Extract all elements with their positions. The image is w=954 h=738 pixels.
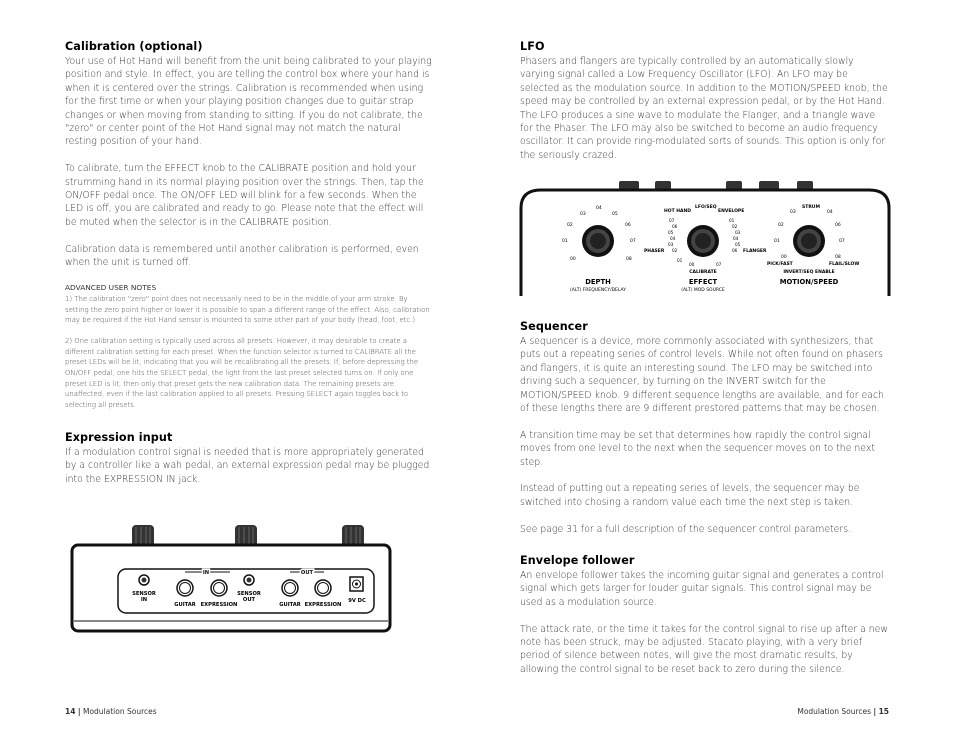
expression-out-label: EXPRESSION xyxy=(304,602,342,608)
calibration-paragraph-2: To calibrate, turn the EFFECT knob to the CALIBRATE position and hold your strumming hand in its normal playing position over the strings. Then, tap the ON/OFF pedal once. The ON/OFF LED will blink for a few seconds. When the LED is off, you are calibrated and ready to go. Please note that the effect will be muted when the selector is in the CALIBRATE position. xyxy=(65,163,424,228)
depth-tick-02: 02 xyxy=(567,223,573,228)
depth-tick-05: 05 xyxy=(612,212,618,217)
lfo-heading: LFO xyxy=(520,40,545,53)
svg-text:03: 03 xyxy=(790,210,796,215)
sensor-out-label: SENSOR xyxy=(237,591,261,597)
motion-flail-slow-label: FLAIL/SLOW xyxy=(829,262,860,267)
calibration-paragraph-1: Your use of Hot Hand will benefit from the unit being calibrated to your playing position and style. In effect, you are telling the control box where your hand is when it is centered over the strings. Calibration is recommended when using for the first time or when your playing position changes due to guitar strap changes or when moving from standing to sitting. If you do not calibrate, the "zero" or center point of the Hot Hand signal may not match the natural resting position of your hand. xyxy=(65,56,432,148)
depth-tick-04: 04 xyxy=(596,206,602,211)
depth-tick-08: 08 xyxy=(626,257,632,262)
svg-text:03: 03 xyxy=(735,230,741,235)
guitar-out-label: GUITAR xyxy=(279,602,301,608)
svg-text:07: 07 xyxy=(716,262,722,267)
calibration-paragraph-3: Calibration data is remembered until another calibration is performed, even when the unit is turned off. xyxy=(65,243,419,269)
sequencer-paragraph-2: A transition time may be set that determines how rapidly the control signal moves from one level to the next when the sequencer moves on to the next step. xyxy=(520,429,875,468)
expression-in-label: EXPRESSION xyxy=(200,602,238,608)
rear-panel-illustration xyxy=(70,525,394,633)
expression-heading: Expression input xyxy=(65,430,173,444)
depth-sub-label: (ALT) FREQUENCY/DELAY xyxy=(570,288,626,293)
svg-text:01: 01 xyxy=(729,218,735,223)
svg-text:05: 05 xyxy=(735,242,741,247)
front-panel-illustration xyxy=(519,178,891,296)
calibration-heading: Calibration (optional) xyxy=(65,40,203,53)
right-column-lower xyxy=(520,320,888,676)
left-column xyxy=(65,40,433,486)
effect-calibrate-label: CALIBRATE xyxy=(689,270,717,275)
advanced-note-1: 1) The calibration "zero" point does not necessarily need to be in the middle of your arm stroke. By setting the zero point higher or lower it is possible to span a different range of the effect. Also, calibration may be required if the Hot Hand sensor is mounted to some other part of your body (head, foot, etc.) xyxy=(65,294,430,325)
motion-pick-fast-label: PICK/FAST xyxy=(767,262,793,267)
advanced-notes-title: ADVANCED USER NOTES xyxy=(65,282,157,292)
effect-flanger-label: FLANGER xyxy=(743,249,767,254)
effect-envelope-label: ENVELOPE xyxy=(718,209,745,214)
effect-sub-label: (ALT) MOD SOURCE xyxy=(681,288,725,293)
svg-text:04: 04 xyxy=(827,210,833,215)
right-footer: Modulation Sources | 15 xyxy=(797,707,889,716)
svg-text:06: 06 xyxy=(672,224,678,229)
effect-hot-hand-label: HOT HAND xyxy=(664,209,691,214)
svg-text:07: 07 xyxy=(669,218,675,223)
svg-text:03: 03 xyxy=(668,242,674,247)
in-label: IN xyxy=(202,570,210,576)
envelope-paragraph-1: An envelope follower takes the incoming guitar signal and generates a control signal which gets larger for louder guitar signals. This control signal may be used as a modulation source. xyxy=(520,570,884,608)
lfo-paragraph: Phasers and flangers are typically controlled by an automatically slowly varying signal called a Low Frequency Oscillator (LFO). An LFO may be selected as the modulation source. In addition to the MOTION/SPEED knob, the speed may be controlled by an external expression pedal, or by the Hot Hand. The LFO produces a sine wave to modulate the Flanger, and a triangle wave for the Phaser. The LFO may also be switched to become an audio frequency oscillator. It can provide ring-modulated sorts of sounds. This option is only for the seriously crazed. xyxy=(520,56,888,161)
sequencer-paragraph-4: See page 31 for a full description of the sequencer control parameters. xyxy=(520,523,852,535)
svg-text:02: 02 xyxy=(778,223,784,228)
depth-tick-06: 06 xyxy=(625,223,631,228)
dc-label: 9V DC xyxy=(348,598,366,604)
guitar-in-label: GUITAR xyxy=(174,602,196,608)
svg-text:02: 02 xyxy=(672,248,678,253)
depth-tick-00: 00 xyxy=(570,257,576,262)
right-page-number: 15 xyxy=(878,707,889,716)
svg-text:02: 02 xyxy=(732,224,738,229)
depth-label: DEPTH xyxy=(585,278,611,286)
svg-text:01: 01 xyxy=(774,239,780,244)
motion-strum-label: STRUM xyxy=(802,205,820,210)
svg-text:06: 06 xyxy=(835,223,841,228)
sensor-in-label-2: IN xyxy=(140,597,148,603)
left-page-number: 14 xyxy=(65,707,76,716)
advanced-note-2: 2) One calibration setting is typically used across all presets. However, it may desirable to create a different calibration setting for each preset. When the function selector is turned to CALIBRATE all the preset LEDs will be lit, indicating that you will be recalibrating all the presets. If, before depressing the ON/OFF pedal, one hits the SELECT pedal, the light from the last preset selected turns on. If only one preset LED is lit, then only that preset gets the new calibration data. The remaining presets are unaffected, even if the last calibration applied to all presets. Pressing SELECT again toggles back to selecting all presets. xyxy=(65,336,419,410)
sensor-in-label: SENSOR xyxy=(132,591,156,597)
motion-label: MOTION/SPEED xyxy=(779,278,839,286)
out-label: OUT xyxy=(300,570,314,576)
envelope-heading: Envelope follower xyxy=(520,554,635,568)
envelope-paragraph-2: The attack rate, or the time it takes for the control signal to rise up after a new note has been struck, may be adjusted. Stacato playing, with a very brief period of silence between notes, will give the most dramatic results, by allowing the control signal to be reset back to zero during the silence. xyxy=(520,623,888,675)
svg-text:07: 07 xyxy=(839,239,845,244)
sensor-out-label-2: OUT xyxy=(242,597,256,603)
svg-text:08: 08 xyxy=(835,255,841,260)
svg-text:00: 00 xyxy=(689,262,695,267)
svg-text:04: 04 xyxy=(733,236,739,241)
expression-paragraph: If a modulation control signal is needed that is more appropriately generated by a controller like a wah pedal, an external expression pedal may be plugged into the EXPRESSION IN jack. xyxy=(65,446,430,485)
left-footer-section: Modulation Sources xyxy=(82,707,157,716)
depth-tick-03: 03 xyxy=(580,212,586,217)
depth-tick-01: 01 xyxy=(562,239,568,244)
effect-label: EFFECT xyxy=(688,278,718,286)
left-footer: 14 | Modulation Sources xyxy=(65,707,157,716)
sequencer-heading: Sequencer xyxy=(520,320,588,333)
sequencer-paragraph-1: A sequencer is a device, more commonly associated with synthesizers, that puts out a repeating series of control levels. While not often found on phasers and flangers, it is quite an interesting sound. The LFO may be switched into driving such a sequencer, by turning on the INVERT switch for the MOTION/SPEED knob. 9 different sequence lengths are available, and for each of these lengths there are 9 different prestored patterns that may be chosen. xyxy=(520,336,884,415)
right-footer-section: Modulation Sources xyxy=(797,707,872,716)
svg-text:05: 05 xyxy=(668,230,674,235)
svg-text:01: 01 xyxy=(677,258,683,263)
svg-text:00: 00 xyxy=(781,255,787,260)
sequencer-paragraph-3: Instead of putting out a repeating series of levels, the sequencer may be switched into chosing a random value each time the next step is taken. xyxy=(520,483,860,508)
effect-lfo-seq-label: LFO/SEQ xyxy=(695,205,717,210)
svg-text:04: 04 xyxy=(670,236,676,241)
motion-invert-label: INVERT/SEQ ENABLE xyxy=(783,270,835,275)
depth-tick-07: 07 xyxy=(630,239,636,244)
right-column xyxy=(520,40,888,162)
svg-text:06: 06 xyxy=(732,248,738,253)
effect-phaser-label: PHASER xyxy=(644,249,665,254)
